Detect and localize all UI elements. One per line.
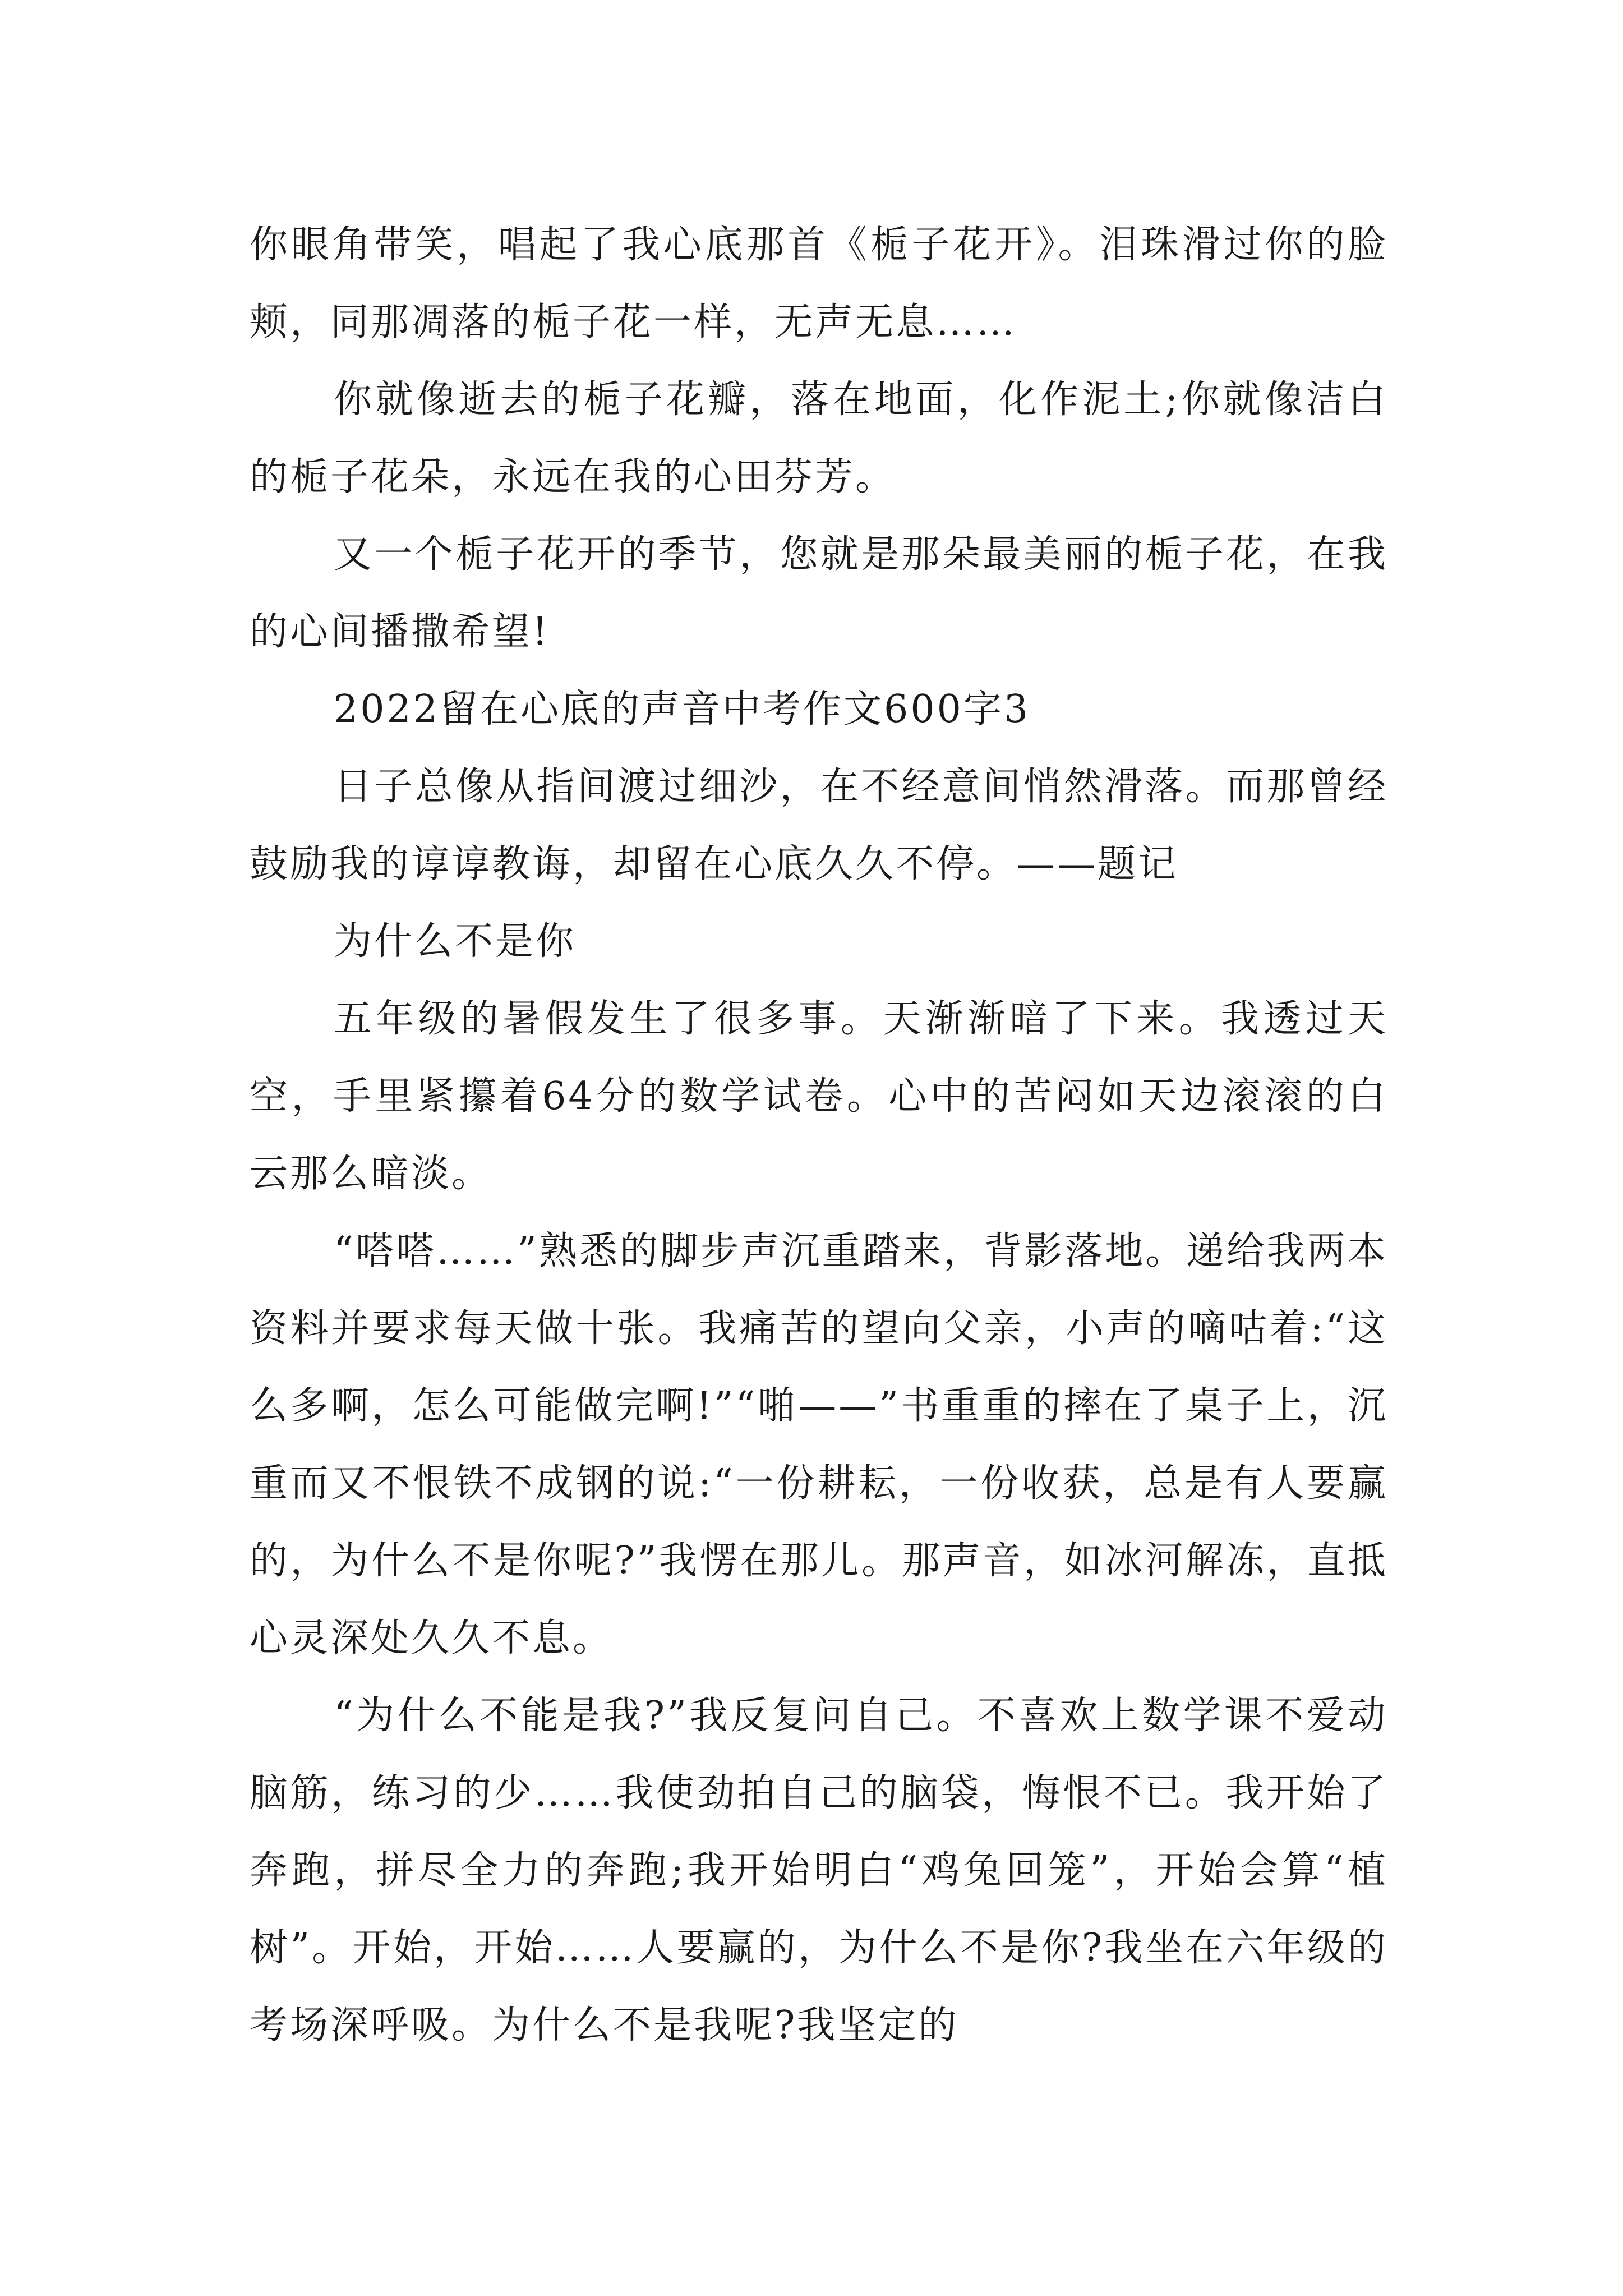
- paragraph-3: 又一个栀子花开的季节，您就是那朵最美丽的栀子花，在我的心间播撒希望!: [250, 532, 1388, 654]
- paragraph-2: 你就像逝去的栀子花瓣，落在地面，化作泥土;你就像洁白的栀子花朵，永远在我的心田芬芳。: [250, 378, 1388, 499]
- document-body: [250, 206, 1388, 2064]
- paragraph-8: “嗒嗒……”熟悉的脚步声沉重踏来，背影落地。递给我两本资料并要求每天做十张。我痛苦的望向父亲，小声的嘀咕着:“这么多啊，怎么可能做完啊!”“啪——”书重重的摔在了桌子上，沉重而又不恨铁不成钢的说:“一份耕耘，一份收获，总是有人要赢的，为什么不是你呢?”我愣在那儿。那声音，如冰河解冻，直抵心灵深处久久不息。: [250, 1229, 1388, 1660]
- paragraph-7: 五年级的暑假发生了很多事。天渐渐暗了下来。我透过天空，手里紧攥着64分的数学试卷。心中的苦闷如天边滚滚的白云那么暗淡。: [250, 997, 1388, 1196]
- paragraph-1: 你眼角带笑，唱起了我心底那首《栀子花开》。泪珠滑过你的脸颊，同那凋落的栀子花一样，无声无息……: [250, 223, 1388, 344]
- section-heading: 2022留在心底的声音中考作文600字3: [334, 687, 1031, 731]
- paragraph-9: “为什么不能是我?”我反复问自己。不喜欢上数学课不爱动脑筋，练习的少……我使劲拍自己的脑袋，悔恨不已。我开始了奔跑，拼尽全力的奔跑;我开始明白“鸡兔回笼”，开始会算“植树”。开始，开始……人要赢的，为什么不是你?我坐在六年级的考场深呼吸。为什么不是我呢?我坚定的: [250, 1694, 1388, 2047]
- epigraph-paragraph: 日子总像从指间渡过细沙，在不经意间悄然滑落。而那曾经鼓励我的谆谆教诲，却留在心底久久不停。——题记: [250, 765, 1388, 886]
- essay-title: 为什么不是你: [334, 919, 577, 964]
